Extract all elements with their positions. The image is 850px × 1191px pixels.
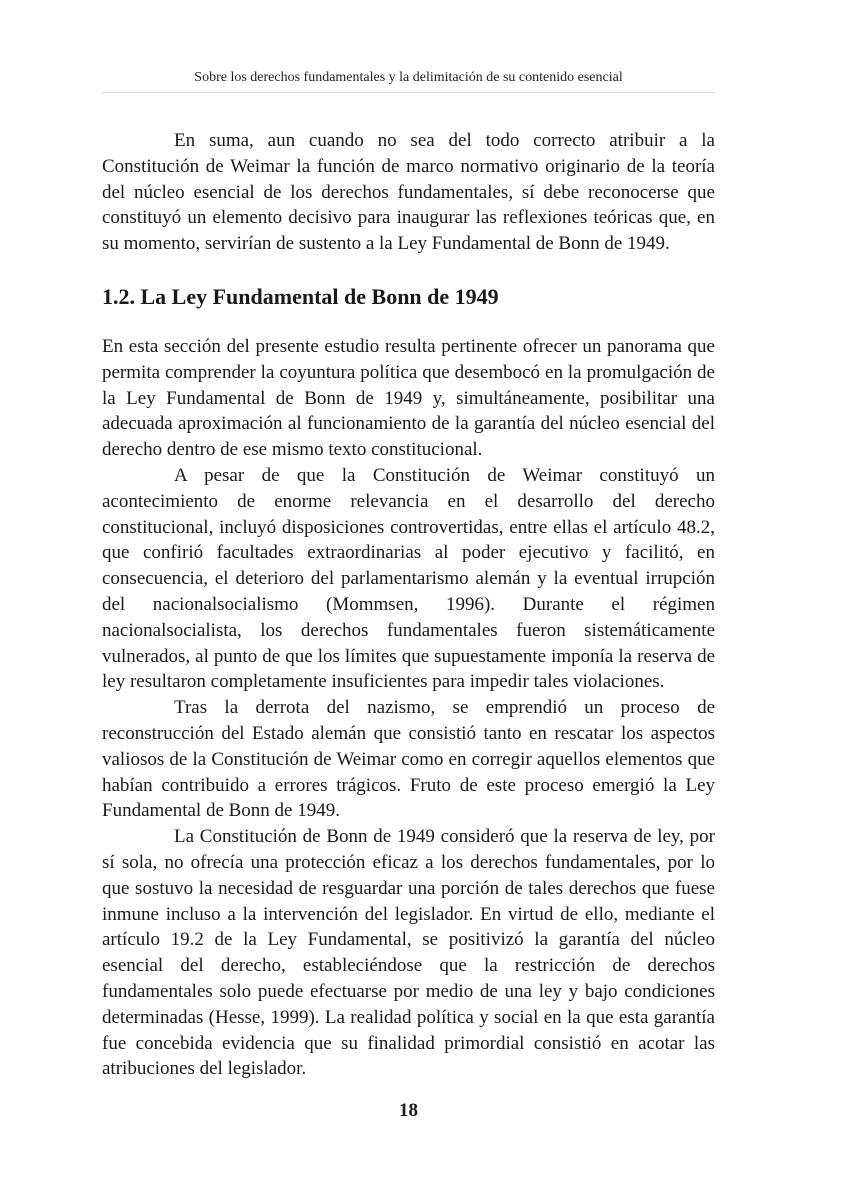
section-paragraph-3: Tras la derrota del nazismo, se emprendió un proceso de reconstrucción del Estado alemán que consistió tanto en rescatar los aspectos valiosos de la Constitución de Weimar como en corregir aquellos elementos que habían contribuido a errores trágicos. Fruto de este proceso emergió la Ley Fundamental de Bonn de 1949. [102,697,715,822]
section-heading: 1.2. La Ley Fundamental de Bonn de 1949 [102,284,499,309]
header-divider [102,92,715,93]
section-body [102,334,715,1082]
intro-paragraph: En suma, aun cuando no sea del todo correcto atribuir a la Constitución de Weimar la función de marco normativo originario de la teoría del núcleo esencial de los derechos fundamentales, sí debe reconocerse que constituyó un elemento decisivo para inaugurar las reflexiones teóricas que, en su momento, servirían de sustento a la Ley Fundamental de Bonn de 1949. [102,130,715,255]
section-paragraph-1: En esta sección del presente estudio resulta pertinente ofrecer un panorama que permita comprender la coyuntura política que desembocó en la promulgación de la Ley Fundamental de Bonn de 1949 y, simultáneamente, posibilitar una adecuada aproximación al funcionamiento de la garantía del núcleo esencial del derecho dentro de ese mismo texto constitucional. [102,336,715,461]
intro-block [102,128,715,257]
page-number: 18 [399,1100,418,1121]
running-header: Sobre los derechos fundamentales y la delimitación de su contenido esencial [194,70,623,85]
section-paragraph-4: La Constitución de Bonn de 1949 consideró que la reserva de ley, por sí sola, no ofrecía una protección eficaz a los derechos fundamentales, por lo que sostuvo la necesidad de resguardar una porción de tales derechos que fuese inmune incluso a la intervención del legislador. En virtud de ello, mediante el artículo 19.2 de la Ley Fundamental, se positivizó la garantía del núcleo esencial del derecho, estableciéndose que la restricción de derechos fundamentales solo puede efectuarse por medio de una ley y bajo condiciones determinadas (Hesse, 1999). La realidad política y social en la que esta garantía fue concebida evidencia que su finalidad primordial consistió en acotar las atribuciones del legislador. [102,826,715,1080]
section-paragraph-2: A pesar de que la Constitución de Weimar constituyó un acontecimiento de enorme relevancia en el desarrollo del derecho constitucional, incluyó disposiciones controvertidas, entre ellas el artículo 48.2, que confirió facultades extraordinarias al poder ejecutivo y facilitó, en consecuencia, el deterioro del parlamentarismo alemán y la eventual irrupción del nacionalsocialismo (Mommsen, 1996). Durante el régimen nacionalsocialista, los derechos fundamentales fueron sistemáticamente vulnerados, al punto de que los límites que supuestamente imponía la reserva de ley resultaron completamente insuficientes para impedir tales violaciones. [102,464,715,693]
